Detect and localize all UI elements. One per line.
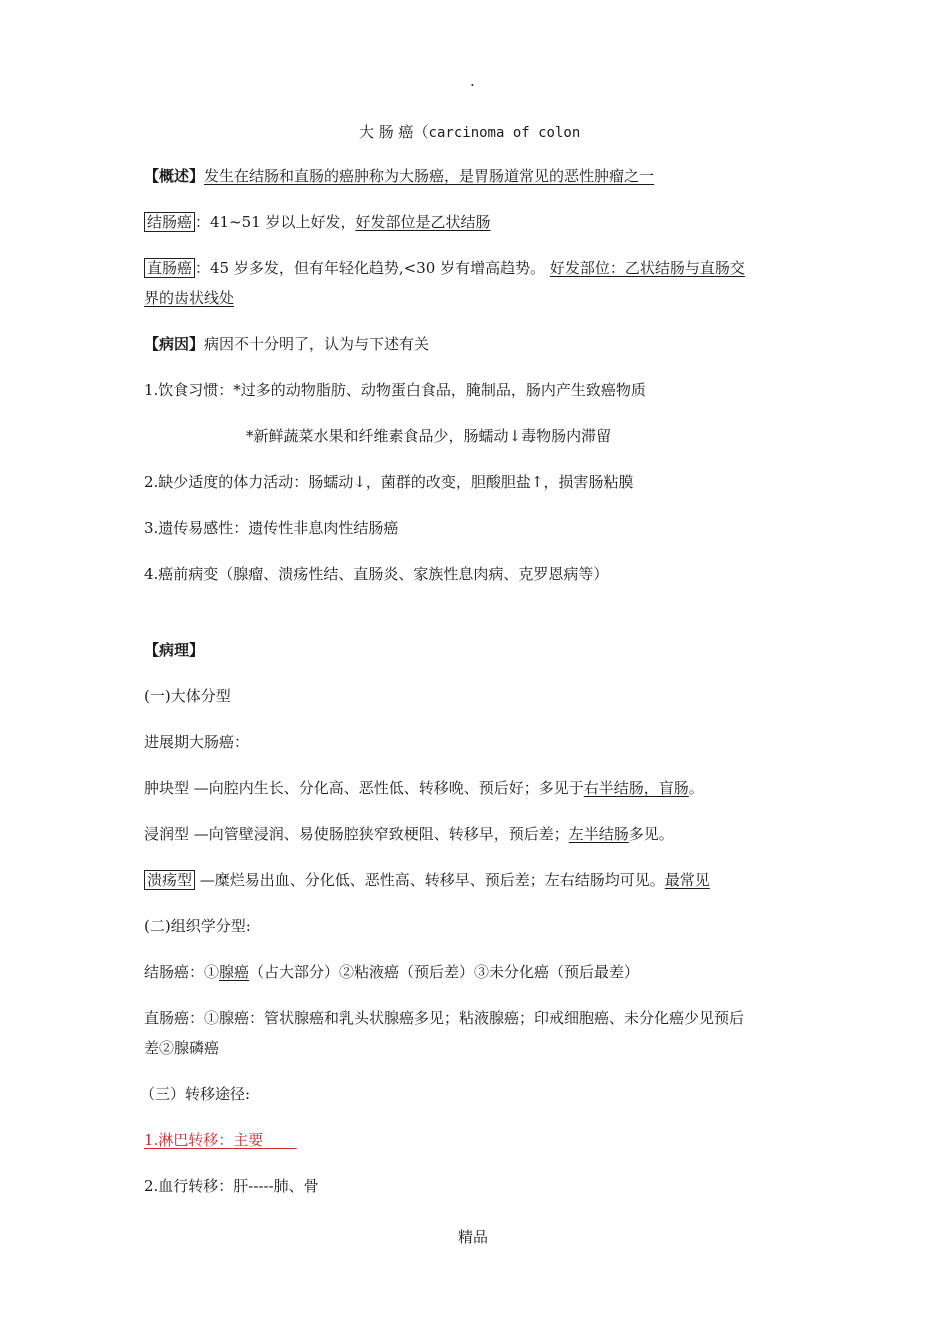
etiology-text: 病因不十分明了，认为与下述有关 bbox=[204, 335, 430, 353]
mass-type-text: 肿块型 —向腔内生长、分化高、恶性低、转移晚、预后好；多见于 bbox=[144, 779, 584, 797]
infiltrative-type-site: 左半结肠 bbox=[568, 825, 629, 843]
advanced-cancer-heading: 进展期大肠癌： bbox=[144, 733, 250, 751]
etiology-item-4: 4.癌前病变（腺瘤、溃疡性结、直肠炎、家族性息肉病、克罗恩病等） bbox=[144, 565, 609, 583]
colon-cancer-site: 好发部位是乙状结肠 bbox=[355, 213, 491, 231]
page-footer: 精品 bbox=[458, 1228, 489, 1246]
etiology-item-3: 3.遗传易感性：遗传性非息肉性结肠癌 bbox=[144, 519, 399, 537]
rectal-cancer-site: 好发部位：乙状结肠与直肠交 bbox=[549, 259, 745, 277]
infiltrative-type-text: 浸润型 —向管壁浸润、易使肠腔狭窄致梗阻、转移早，预后差； bbox=[144, 825, 569, 843]
gross-classification-heading: (一)大体分型 bbox=[144, 687, 231, 705]
rectal-cancer-text: ：45 岁多发，但有年轻化趋势,<30 岁有增高趋势。 bbox=[195, 259, 546, 277]
etiology-item-1: 1.饮食习惯：*过多的动物脂肪、动物蛋白食品，腌制品，肠内产生致癌物质 bbox=[144, 381, 646, 399]
infiltrative-type-line bbox=[144, 824, 674, 844]
lymphatic-metastasis-underline-tail bbox=[263, 1131, 296, 1149]
overview-paragraph bbox=[144, 166, 654, 186]
rectal-histology-line-1: 直肠癌：①腺癌：管状腺癌和乳头状腺癌多见；粘液腺癌；印戒细胞癌、未分化癌少见预后 bbox=[144, 1009, 745, 1027]
etiology-tag: 【病因】 bbox=[144, 335, 205, 353]
colon-cancer-paragraph bbox=[144, 212, 491, 232]
colon-cancer-text: ：41~51 岁以上好发， bbox=[195, 213, 356, 231]
title-english: carcinoma of colon bbox=[428, 125, 581, 141]
ulcer-type-line bbox=[144, 870, 710, 890]
title-chinese: 大 肠 癌（ bbox=[359, 123, 429, 141]
rectal-cancer-paragraph bbox=[144, 258, 745, 278]
lymphatic-metastasis-text: 1.淋巴转移：主要 bbox=[144, 1131, 264, 1149]
blood-metastasis-line: 2.血行转移：肝-----肺、骨 bbox=[144, 1177, 319, 1195]
document-title bbox=[359, 121, 580, 142]
header-dot: . bbox=[470, 72, 475, 90]
etiology-item-2: 2.缺少适度的体力活动：肠蠕动↓，菌群的改变，胆酸胆盐↑，损害肠粘膜 bbox=[144, 473, 634, 491]
etiology-paragraph bbox=[144, 334, 429, 354]
mass-type-line bbox=[144, 778, 704, 798]
pathology-tag: 【病理】 bbox=[144, 641, 205, 659]
colon-histology-pre: 结肠癌：① bbox=[144, 963, 220, 981]
lymphatic-metastasis-line bbox=[144, 1130, 297, 1150]
histology-heading: (二)组织学分型: bbox=[144, 917, 251, 935]
ulcer-type-text: —糜烂易出血、分化低、恶性高、转移早、预后差；左右结肠均可见。 bbox=[195, 871, 665, 889]
colon-histology-line bbox=[144, 962, 639, 982]
rectal-cancer-continuation bbox=[144, 288, 234, 308]
mass-type-end: 。 bbox=[688, 779, 704, 797]
etiology-item-1b: *新鲜蔬菜水果和纤维素食品少，肠蠕动↓毒物肠内滞留 bbox=[246, 427, 612, 445]
overview-text: 发生在结肠和直肠的癌肿称为大肠癌，是胃肠道常见的恶性肿瘤之一 bbox=[204, 167, 655, 185]
colon-histology-post: （占大部分）②粘液癌（预后差）③未分化癌（预后最差） bbox=[249, 963, 640, 981]
colon-cancer-box: 结肠癌 bbox=[144, 212, 195, 232]
ulcer-type-note: 最常见 bbox=[664, 871, 710, 889]
mass-type-site: 右半结肠，盲肠 bbox=[583, 779, 689, 797]
overview-tag: 【概述】 bbox=[144, 167, 205, 185]
colon-histology-adenocarcinoma: 腺癌 bbox=[219, 963, 250, 981]
rectal-cancer-box: 直肠癌 bbox=[144, 258, 195, 278]
ulcer-type-box: 溃疡型 bbox=[144, 870, 195, 890]
metastasis-heading: （三）转移途径: bbox=[140, 1085, 251, 1103]
rectal-cancer-site-cont: 界的齿状线处 bbox=[144, 289, 235, 307]
infiltrative-type-end: 多见。 bbox=[628, 825, 674, 843]
rectal-histology-line-2: 差②腺磷癌 bbox=[144, 1039, 220, 1057]
